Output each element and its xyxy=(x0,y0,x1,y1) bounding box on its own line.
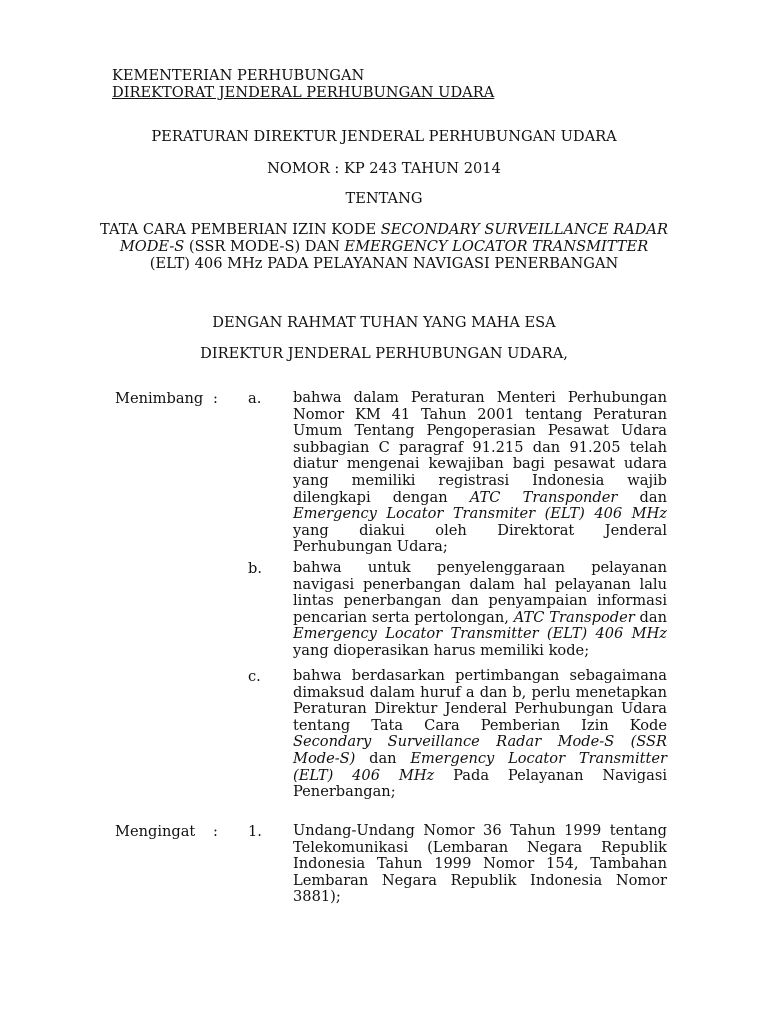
considering-item-c xyxy=(293,668,667,801)
item-text-italic: Emergency Locator Transmitter (ELT) 406 MHz xyxy=(293,625,667,643)
issuer-line: DIREKTUR JENDERAL PERHUBUNGAN UDARA, xyxy=(200,345,568,362)
item-text: yang dioperasikan harus memiliki kode; xyxy=(293,641,590,659)
considering-item-b xyxy=(293,560,667,660)
regulation-title: PERATURAN DIREKTUR JENDERAL PERHUBUNGAN UDARA xyxy=(151,128,617,145)
item-text-italic: ATC Transpoder xyxy=(513,608,635,626)
item-marker: c. xyxy=(248,668,261,685)
subject-part: (SSR MODE-S) DAN xyxy=(184,238,345,255)
item-text: bahwa untuk penyelenggaraan pelayanan navigasi penerbangan dalam hal pelayanan lalu lintas penerbangan dan penyampaian informasi pencarian serta pertolongan, xyxy=(293,559,667,626)
considering-item-a xyxy=(293,390,667,556)
item-text: dan xyxy=(355,749,411,767)
regulation-about: TENTANG xyxy=(345,190,423,207)
regulation-subject xyxy=(100,221,668,272)
document-header xyxy=(112,67,494,101)
remembering-colon: : xyxy=(213,823,218,840)
opening-line: DENGAN RAHMAT TUHAN YANG MAHA ESA xyxy=(212,314,556,331)
item-text: Pada Pelayanan Navigasi Penerbangan; xyxy=(293,766,667,801)
item-marker: 1. xyxy=(248,823,262,840)
item-text: bahwa berdasarkan pertimbangan sebagaimana dimaksud dalam huruf a dan b, perlu menetapkan Peraturan Direktur Jenderal Perhubungan Udara tentang Tata Cara Pemberian Izin Kode xyxy=(293,667,667,734)
item-text-italic: Emergency Locator Transmiter (ELT) 406 MHz xyxy=(293,505,667,523)
subject-part-italic: EMERGENCY LOCATOR TRANSMITTER xyxy=(344,238,649,255)
ministry-name: KEMENTERIAN PERHUBUNGAN xyxy=(112,67,365,84)
item-text: bahwa dalam Peraturan Menteri Perhubungan Nomor KM 41 Tahun 2001 tentang Peraturan Umum Tentang Pengoperasian Pesawat Udara subbagian C paragraf 91.215 dan 91.205 telah diatur mengenai kewajiban bagi pesawat udara yang memiliki registrasi Indonesia wajib dilengkapi dengan xyxy=(293,389,667,506)
subject-part: (ELT) 406 MHz PADA PELAYANAN NAVIGASI PENERBANGAN xyxy=(149,255,619,272)
subject-part: TATA CARA PEMBERIAN IZIN KODE xyxy=(100,221,381,238)
item-text: dan xyxy=(634,608,667,626)
subject-part-italic: SECONDARY SURVEILLANCE RADAR MODE-S xyxy=(119,221,668,255)
considering-colon: : xyxy=(213,390,218,407)
item-text: dan xyxy=(617,488,667,506)
item-text-italic: Emergency Locator Transmitter (ELT) 406 MHz xyxy=(293,749,667,784)
remembering-item-1: Undang-Undang Nomor 36 Tahun 1999 tentang Telekomunikasi (Lembaran Negara Republik Indonesia Tahun 1999 Nomor 154, Tambahan Lembaran Negara Republik Indonesia Nomor 3881); xyxy=(293,822,667,906)
regulation-number: NOMOR : KP 243 TAHUN 2014 xyxy=(267,160,501,177)
considering-label: Menimbang xyxy=(115,390,204,407)
item-marker: b. xyxy=(248,560,262,577)
remembering-label: Mengingat xyxy=(115,823,196,840)
item-text: yang diakui oleh Direktorat Jenderal Perhubungan Udara; xyxy=(293,521,667,556)
item-text-italic: ATC Transponder xyxy=(469,488,618,506)
item-text-italic: Secondary Surveillance Radar Mode-S (SSR Mode-S) xyxy=(293,733,667,767)
item-marker: a. xyxy=(248,390,262,407)
directorate-name: DIREKTORAT JENDERAL PERHUBUNGAN UDARA xyxy=(112,84,495,101)
